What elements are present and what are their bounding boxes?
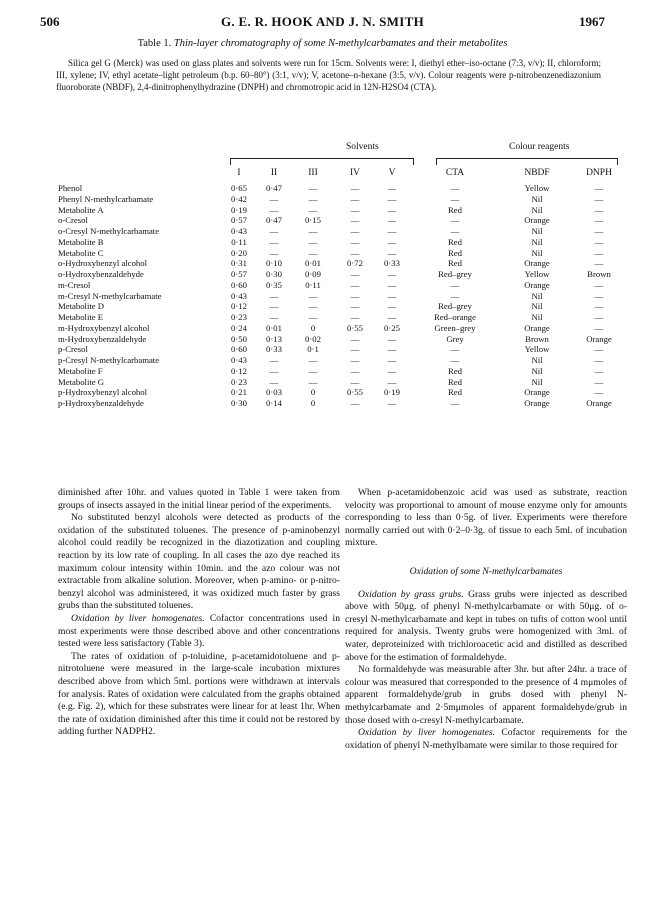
table-cell: Orange <box>524 279 550 290</box>
table-cell: Red <box>448 204 462 215</box>
table-row <box>0 312 645 323</box>
table-cell: Nil <box>531 312 543 322</box>
table-row <box>0 194 645 205</box>
column-header: III <box>308 168 318 178</box>
table-cell: — <box>450 344 460 355</box>
table-row <box>0 334 645 345</box>
table-cell: — <box>308 290 318 301</box>
table-cell: — <box>269 204 279 215</box>
compound-name: Phenol <box>58 183 83 193</box>
table-cell: — <box>350 215 360 226</box>
table-cell: 0·65 <box>231 183 247 193</box>
table-cell: — <box>450 398 460 408</box>
table-cell: 0·31 <box>231 258 247 269</box>
table-cell: — <box>350 398 360 408</box>
table-cell: 0·13 <box>266 333 282 344</box>
table-cell: — <box>594 226 604 236</box>
table-cell: 0·20 <box>231 247 247 258</box>
table-cell: — <box>594 312 604 322</box>
table-cell: — <box>450 193 460 204</box>
table-cell: — <box>308 301 318 312</box>
table-cell: Brown <box>525 333 549 344</box>
table-cell: — <box>350 333 360 344</box>
compound-name: o-Hydroxybenzyl alcohol <box>58 258 148 269</box>
table-cell: — <box>450 355 460 365</box>
table-row <box>0 355 645 366</box>
table-cell: Brown <box>587 269 611 279</box>
table-cell: — <box>450 279 460 290</box>
table-cell: 0·60 <box>231 344 247 355</box>
table-cell: 0·43 <box>231 355 247 365</box>
colour-reagents-group-heading: Colour reagents <box>509 142 570 152</box>
table-cell: — <box>387 398 397 408</box>
table-cell: Orange <box>586 333 612 344</box>
table-cell: — <box>269 290 279 301</box>
compound-name: p-Hydroxybenzyl alcohol <box>58 387 148 398</box>
running-title: G. E. R. HOOK AND J. N. SMITH <box>221 14 424 29</box>
table-cell: Yellow <box>524 269 550 279</box>
table-cell: — <box>269 226 279 236</box>
table-row <box>0 215 645 226</box>
table-cell: — <box>387 301 397 312</box>
table-cell: Orange <box>524 387 550 398</box>
table-cell: Nil <box>531 226 543 236</box>
paragraph: No substituted benzyl alcohols were detected as products of the oxidation of the substituted toluenes. The presence of p-aminobenzyl alcohol could readily be recognized in the diazotization and coupling reaction by its low rate of coupling. In all cases the azo dye reached its maximum colour intensity within 10min. and the azo colour was not extractable from alkaline solution. Moreover, when p-amino- or p-nitro-benzyl alcohol was administered, it was oxidized much faster by grass grubs than the substituted toluenes. <box>58 512 340 612</box>
table-cell: Nil <box>531 290 543 301</box>
table-cell: — <box>387 344 397 355</box>
table-cell: 0·14 <box>266 398 282 408</box>
table-row <box>0 291 645 302</box>
paragraph-heading: Oxidation by grass grubs. <box>358 588 464 600</box>
table-cell: Nil <box>531 355 543 365</box>
table-cell: 0·55 <box>347 322 363 333</box>
compound-name: Metabolite D <box>58 301 105 312</box>
table-cell: — <box>387 365 397 376</box>
table-cell: 0·30 <box>231 398 247 408</box>
table-cell: — <box>308 312 318 322</box>
table-cell: 0·10 <box>266 258 282 269</box>
table-cell: — <box>308 183 318 193</box>
table-cell: Nil <box>531 376 543 387</box>
compound-name: o-Cresol <box>58 215 88 226</box>
compound-name: p-Cresyl N-methylcarbamate <box>58 355 160 365</box>
right-text-column <box>345 487 627 752</box>
table-cell: — <box>350 269 360 279</box>
compound-name: Metabolite E <box>58 312 104 322</box>
table-cell: 0·43 <box>231 290 247 301</box>
table-cell: — <box>594 247 604 258</box>
table-cell: 0 <box>310 387 316 398</box>
left-text-column <box>58 487 340 739</box>
table-cell: — <box>269 301 279 312</box>
table-cell: — <box>387 312 397 322</box>
table-cell: — <box>350 376 360 387</box>
table-cell: — <box>269 355 279 365</box>
table-cell: Red <box>448 236 462 247</box>
compound-name: Metabolite C <box>58 247 104 258</box>
compound-name: p-Hydroxybenzaldehyde <box>58 398 144 408</box>
table-cell: — <box>387 376 397 387</box>
table-note: Silica gel G (Merck) was used on glass plates and solvents were run for 15cm. Solvents were: I, diethyl ether–iso-octane (7:3, v/v); II, chloroform; III, xylene; IV, ethyl acetate–light petroleum (b.p. 60–80°) (3:1, v/v); V, acetone–n-hexane (3:5, v/v). Colour reagents were p-nitrobenzenediazonium fluoroborate (NBDF), 2,4-dinitrophenylhydrazine (DNPH) and chromotropic acid in 12N-H2SO4 (CTA). <box>56 58 601 93</box>
table-cell: Red–grey <box>438 301 472 312</box>
page-number: 506 <box>40 14 60 29</box>
table-cell: — <box>387 226 397 236</box>
table-cell: — <box>308 204 318 215</box>
table-cell: 0·15 <box>305 215 321 226</box>
table-cell: Red <box>448 365 462 376</box>
table-cell: — <box>450 183 460 193</box>
paragraph: No formaldehyde was measurable after 3hr. but after 24hr. a trace of colour was measured that corresponded to the presence of 4 mμmoles of apparent formaldehyde/grub in grubs dosed with phenyl N-methylcarbamate and 2·5mμmoles of apparent formaldehyde/grub in those dosed with o-cresyl N-methylcarbamate. <box>345 664 627 726</box>
table-cell: 0·47 <box>266 215 282 226</box>
table-cell: 0·47 <box>266 183 282 193</box>
table-cell: Red–grey <box>438 269 472 279</box>
table-cell: — <box>594 215 604 226</box>
table-cell: 0·30 <box>266 269 282 279</box>
compound-name: Metabolite F <box>58 365 103 376</box>
table-cell: — <box>269 312 279 322</box>
table-cell: — <box>594 193 604 204</box>
table-cell: Nil <box>531 236 543 247</box>
table-cell: — <box>594 387 604 398</box>
table-body <box>0 183 645 409</box>
table-cell: — <box>350 279 360 290</box>
table-cell: Nil <box>531 204 543 215</box>
table-cell: Red <box>448 376 462 387</box>
table-row <box>0 323 645 334</box>
compound-name: p-Cresol <box>58 344 88 355</box>
paragraph: Oxidation by grass grubs. Grass grubs were injected as described above with 50μg. of phenyl N-methylcarbamate or with 50μg. of o-cresyl N-methylcarbamate and kept in tubes on tufts of cotton wool until required for analysis. Twenty grubs were homogenized with 3ml. of water, deproteinized with trichloroacetic acid and distilled as described above for the estimation of formaldehyde. <box>345 588 628 663</box>
column-header: I <box>237 168 241 178</box>
table-cell: — <box>594 365 604 376</box>
table-cell: — <box>594 290 604 301</box>
table-cell: 0·19 <box>384 387 400 398</box>
table-cell: — <box>450 226 460 236</box>
table-cell: — <box>350 312 360 322</box>
table-cell: Yellow <box>524 344 550 355</box>
table-cell: — <box>350 236 360 247</box>
table-cell: — <box>308 247 318 258</box>
table-cell: — <box>350 290 360 301</box>
table-cell: 0·19 <box>231 204 247 215</box>
table-row <box>0 248 645 259</box>
table-row <box>0 377 645 388</box>
compound-name: Metabolite B <box>58 236 104 247</box>
table-cell: — <box>450 290 460 301</box>
section-subheading: Oxidation of some N-methylcarbamates <box>409 565 563 577</box>
table-cell: — <box>350 183 360 193</box>
table-cell: 0·35 <box>266 279 282 290</box>
table-cell: 0·01 <box>305 258 321 269</box>
table-row <box>0 183 645 194</box>
table-cell: — <box>350 365 360 376</box>
table-cell: 0 <box>310 322 316 333</box>
table-cell: — <box>308 193 318 204</box>
compound-name: Metabolite A <box>58 204 104 215</box>
table-cell: — <box>387 247 397 258</box>
table-cell: — <box>594 204 604 215</box>
table-cell: Orange <box>524 322 550 333</box>
compound-name: m-Cresol <box>58 279 91 290</box>
paragraph-heading: Oxidation by liver homogenates. <box>71 612 205 624</box>
paragraph: diminished after 10hr. and values quoted in Table 1 were taken from groups of insects assayed in the initial linear period of the experiments. <box>58 487 340 511</box>
table-row <box>0 280 645 291</box>
column-header: V <box>388 168 396 178</box>
table-cell: — <box>450 215 460 226</box>
table-cell: Red <box>448 387 462 398</box>
table-cell: — <box>387 279 397 290</box>
table-cell: Yellow <box>524 183 550 193</box>
table-cell: Orange <box>524 258 550 269</box>
table-row <box>0 205 645 216</box>
table-cell: — <box>594 183 604 193</box>
table-cell: — <box>308 376 318 387</box>
table-cell: 0·57 <box>231 269 247 279</box>
table-cell: — <box>387 183 397 193</box>
table-cell: — <box>594 344 604 355</box>
table-cell: — <box>269 193 279 204</box>
paragraph: Oxidation by liver homogenates. Cofactor concentrations used in most experiments were those described above and other concentrations tested were less satisfactory (Table 3). <box>58 612 340 650</box>
table-cell: 0·33 <box>384 258 400 269</box>
table-cell: 0·42 <box>231 193 247 204</box>
column-header: II <box>270 168 278 178</box>
table-caption-label: Table 1. <box>137 38 172 49</box>
paragraph: When p-acetamidobenzoic acid was used as substrate, reaction velocity was proportional to amount of mouse enzyme only for amounts corresponding to less than 0·5g. of liver. Experiments were therefore normally carried out with 0·2–0·3g. of tissue to each 5ml. of incubation mixture. <box>345 487 627 549</box>
table-cell: — <box>269 236 279 247</box>
table-cell: Red <box>448 247 462 258</box>
solvents-group-heading: Solvents <box>346 142 379 152</box>
compound-name: m-Hydroxybenzaldehyde <box>58 333 147 344</box>
table-cell: — <box>387 290 397 301</box>
column-header: CTA <box>445 168 465 178</box>
table-cell: — <box>594 279 604 290</box>
table-row <box>0 258 645 269</box>
table-cell: 0·33 <box>266 344 282 355</box>
table-cell: — <box>594 258 604 269</box>
table-cell: — <box>350 226 360 236</box>
table-cell: — <box>269 247 279 258</box>
table-cell: 0·01 <box>266 322 282 333</box>
table-cell: — <box>350 301 360 312</box>
colour-reagents-group-brace <box>436 158 618 165</box>
paragraph: The rates of oxidation of p-toluidine, p-acetamidotoluene and p-nitrotoluene were measured in the large-scale incubation mixtures described above from which 5ml. portions were withdrawn at intervals for analysis. Rates of oxidation were calculated from the graphs obtained (e.g. Fig. 2), which for these substrates were linear for at least 1hr. When the rate of oxidation diminished after this time it could not be restored by adding further NADPH2. <box>58 650 340 738</box>
table-cell: Green–grey <box>434 322 476 333</box>
table-cell: — <box>594 376 604 387</box>
paragraph-heading: Oxidation by liver homogenates. <box>358 727 496 739</box>
table-cell: — <box>387 355 397 365</box>
table-row <box>0 366 645 377</box>
table-caption <box>0 38 645 49</box>
table-row <box>0 344 645 355</box>
running-header <box>40 14 605 30</box>
table-row <box>0 301 645 312</box>
table-cell: — <box>350 193 360 204</box>
table-cell: Red <box>448 258 462 269</box>
compound-name: Phenyl N-methylcarbamate <box>58 193 154 204</box>
table-cell: — <box>269 376 279 387</box>
table-cell: 0·25 <box>384 322 400 333</box>
table-cell: — <box>269 365 279 376</box>
table-caption-text: Thin-layer chromatography of some N-methylcarbamates and their metabolites <box>173 38 508 49</box>
table-cell: — <box>387 193 397 204</box>
table-cell: 0·50 <box>231 333 247 344</box>
table-cell: Orange <box>524 215 550 226</box>
table-cell: 0·11 <box>231 236 247 247</box>
table-cell: — <box>308 226 318 236</box>
table-cell: 0·11 <box>305 279 321 290</box>
table-cell: 0·02 <box>305 333 321 344</box>
table-cell: 0·24 <box>231 322 247 333</box>
table-row <box>0 269 645 280</box>
table-row <box>0 387 645 398</box>
table-cell: — <box>387 236 397 247</box>
table-cell: — <box>594 236 604 247</box>
solvents-group-brace <box>230 158 414 165</box>
table-cell: 0·72 <box>347 258 363 269</box>
table-cell: — <box>350 204 360 215</box>
column-header: NBDF <box>524 168 550 178</box>
column-header: DNPH <box>586 168 612 178</box>
table-cell: 0·09 <box>305 269 321 279</box>
table-cell: — <box>387 204 397 215</box>
table-cell: 0·12 <box>231 301 247 312</box>
table-cell: Nil <box>531 193 543 204</box>
table-row <box>0 226 645 237</box>
table-cell: Grey <box>446 333 464 344</box>
table-cell: — <box>308 355 318 365</box>
table-cell: 0·21 <box>231 387 247 398</box>
compound-name: o-Hydroxybenzaldehyde <box>58 269 144 279</box>
table-cell: — <box>350 355 360 365</box>
table-cell: 0·60 <box>231 279 247 290</box>
table-row <box>0 237 645 248</box>
table-cell: Nil <box>531 301 543 312</box>
journal-year: 1967 <box>579 14 605 29</box>
table-cell: — <box>308 365 318 376</box>
compound-name: o-Cresyl N-methylcarbamate <box>58 226 160 236</box>
table-cell: 0·03 <box>266 387 282 398</box>
table-cell: — <box>594 355 604 365</box>
table-cell: 0·55 <box>347 387 363 398</box>
table-cell: Red–orange <box>434 312 476 322</box>
compound-name: m-Cresyl N-methylcarbamate <box>58 290 162 301</box>
compound-name: Metabolite G <box>58 376 105 387</box>
table-cell: — <box>308 236 318 247</box>
table-cell: Orange <box>586 398 612 408</box>
paragraph: Oxidation by liver homogenates. Cofactor requirements for the oxidation of phenyl N-methylbamate were similar to those required for <box>345 727 627 751</box>
table-cell: 0·57 <box>231 215 247 226</box>
compound-name: m-Hydroxybenzyl alcohol <box>58 322 150 333</box>
table-cell: Nil <box>531 247 543 258</box>
table-cell: 0 <box>310 398 316 408</box>
table-cell: — <box>594 322 604 333</box>
table-cell: 0·23 <box>231 376 247 387</box>
table-cell: 0·43 <box>231 226 247 236</box>
table-cell: — <box>387 215 397 226</box>
table-cell: — <box>387 269 397 279</box>
table-cell: Orange <box>524 398 550 408</box>
table-cell: — <box>387 333 397 344</box>
table-cell: — <box>594 301 604 312</box>
table-cell: 0·12 <box>231 365 247 376</box>
table-cell: — <box>350 344 360 355</box>
table-cell: 0·23 <box>231 312 247 322</box>
column-header: IV <box>349 168 361 178</box>
table-cell: — <box>350 247 360 258</box>
table-row <box>0 398 645 409</box>
table-cell: Nil <box>531 365 543 376</box>
table-cell: 0·1 <box>307 344 319 355</box>
